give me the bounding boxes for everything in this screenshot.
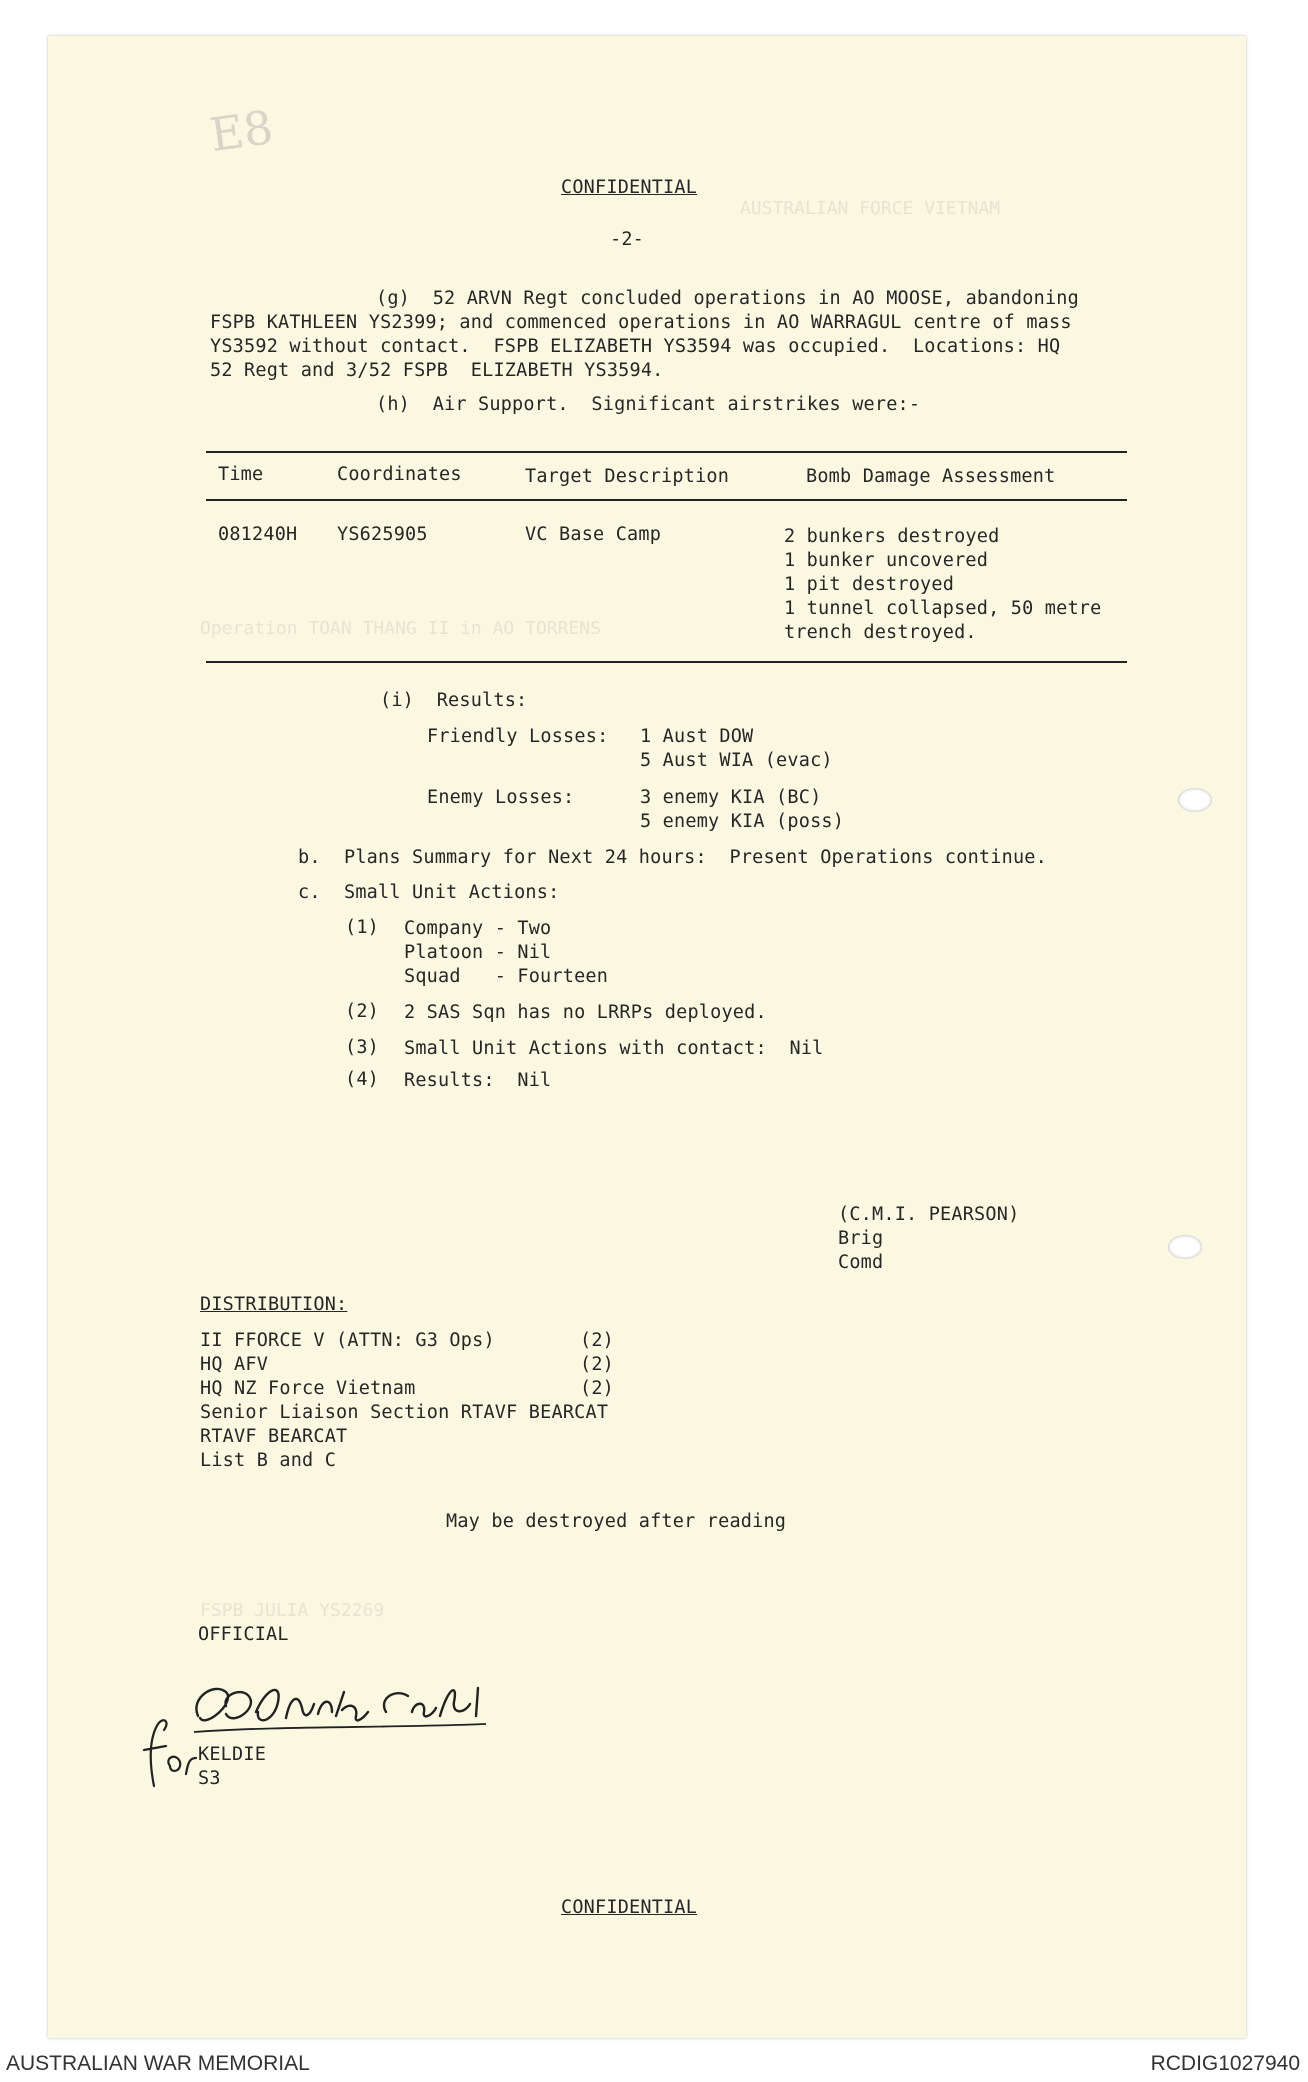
col-header-coordinates: Coordinates bbox=[337, 464, 462, 485]
handwritten-signature bbox=[186, 1668, 516, 1748]
cell-bda-line: 1 pit destroyed bbox=[784, 574, 955, 595]
item1-line: Platoon - Nil bbox=[404, 942, 552, 963]
friendly-loss-line: 1 Aust DOW bbox=[640, 726, 754, 747]
item-number: (4) bbox=[345, 1069, 380, 1090]
para-b-text: Plans Summary for Next 24 hours: Present Operations continue. bbox=[344, 847, 1047, 868]
para-g-line: (g) 52 ARVN Regt concluded operations in AO MOOSE, abandoning bbox=[376, 288, 1079, 309]
destroy-note: May be destroyed after reading bbox=[446, 1511, 787, 1532]
item1-line: Company - Two bbox=[404, 918, 552, 939]
table-bottom-rule bbox=[206, 661, 1127, 663]
para-b-number: b. bbox=[298, 847, 321, 868]
para-c-title: Small Unit Actions: bbox=[344, 882, 560, 903]
show-through-text: AUSTRALIAN FORCE VIETNAM bbox=[740, 198, 1001, 219]
distribution-item: List B and C bbox=[200, 1450, 337, 1471]
cell-bda-line: 1 tunnel collapsed, 50 metre bbox=[784, 598, 1102, 619]
item4-text: Results: Nil bbox=[404, 1070, 552, 1091]
punch-hole bbox=[1178, 788, 1212, 812]
cell-bda-line: 2 bunkers destroyed bbox=[784, 526, 1000, 547]
cell-target: VC Base Camp bbox=[525, 524, 662, 545]
para-c-number: c. bbox=[298, 882, 321, 903]
cell-coordinates: YS625905 bbox=[337, 524, 428, 545]
distribution-item: II FFORCE V (ATTN: G3 Ops) bbox=[200, 1330, 495, 1351]
para-h: (h) Air Support. Significant airstrikes were:- bbox=[376, 394, 921, 415]
cell-bda-line: 1 bunker uncovered bbox=[784, 550, 989, 571]
results-heading: (i) Results: bbox=[380, 690, 528, 711]
enemy-loss-line: 5 enemy KIA (poss) bbox=[640, 811, 845, 832]
distribution-item: HQ NZ Force Vietnam bbox=[200, 1378, 416, 1399]
para-g-line: FSPB KATHLEEN YS2399; and commenced operations in AO WARRAGUL centre of mass bbox=[210, 312, 1072, 333]
distribution-copies: (2) bbox=[580, 1378, 615, 1399]
table-header-rule bbox=[206, 499, 1127, 501]
archive-name: AUSTRALIAN WAR MEMORIAL bbox=[6, 2052, 310, 2075]
official-label: OFFICIAL bbox=[198, 1624, 289, 1645]
para-g-line: YS3592 without contact. FSPB ELIZABETH YS3594 was occupied. Locations: HQ bbox=[210, 336, 1061, 357]
item-number: (3) bbox=[345, 1037, 380, 1058]
friendly-losses-label: Friendly Losses: bbox=[427, 726, 609, 747]
enemy-losses-label: Enemy Losses: bbox=[427, 787, 575, 808]
friendly-loss-line: 5 Aust WIA (evac) bbox=[640, 750, 833, 771]
col-header-target: Target Description bbox=[525, 466, 730, 487]
distribution-item: RTAVF BEARCAT bbox=[200, 1426, 348, 1447]
col-header-bda: Bomb Damage Assessment bbox=[806, 466, 1056, 487]
item-number: (1) bbox=[345, 917, 380, 938]
enemy-loss-line: 3 enemy KIA (BC) bbox=[640, 787, 822, 808]
archive-reference: RCDIG1027940 bbox=[1150, 2052, 1300, 2075]
show-through-text: Operation TOAN THANG II in AO TORRENS bbox=[200, 618, 601, 639]
show-through-text: FSPB JULIA YS2269 bbox=[200, 1600, 385, 1621]
para-g-line: 52 Regt and 3/52 FSPB ELIZABETH YS3594. bbox=[210, 360, 664, 381]
item3-text: Small Unit Actions with contact: Nil bbox=[404, 1038, 824, 1059]
cell-time: 081240H bbox=[218, 524, 298, 545]
table-top-rule bbox=[206, 451, 1127, 453]
distribution-copies: (2) bbox=[580, 1354, 615, 1375]
signatory-rank: Brig bbox=[838, 1228, 884, 1249]
officer-name: KELDIE bbox=[198, 1744, 267, 1765]
classification-header: CONFIDENTIAL bbox=[561, 177, 698, 198]
col-header-time: Time bbox=[218, 464, 264, 485]
cell-bda-line: trench destroyed. bbox=[784, 622, 977, 643]
signatory-name: (C.M.I. PEARSON) bbox=[838, 1204, 1020, 1225]
distribution-copies: (2) bbox=[580, 1330, 615, 1351]
signatory-appointment: Comd bbox=[838, 1252, 884, 1273]
item2-text: 2 SAS Sqn has no LRRPs deployed. bbox=[404, 1002, 767, 1023]
distribution-item: HQ AFV bbox=[200, 1354, 269, 1375]
pencil-annotation: E8 bbox=[206, 99, 277, 163]
handwritten-for bbox=[136, 1716, 200, 1790]
classification-footer: CONFIDENTIAL bbox=[561, 1897, 698, 1918]
punch-hole bbox=[1168, 1235, 1202, 1259]
distribution-item: Senior Liaison Section RTAVF BEARCAT bbox=[200, 1402, 609, 1423]
officer-appointment: S3 bbox=[198, 1768, 221, 1789]
item1-line: Squad - Fourteen bbox=[404, 966, 609, 987]
distribution-title: DISTRIBUTION: bbox=[200, 1294, 348, 1315]
page-number: -2- bbox=[610, 229, 645, 250]
item-number: (2) bbox=[345, 1001, 380, 1022]
